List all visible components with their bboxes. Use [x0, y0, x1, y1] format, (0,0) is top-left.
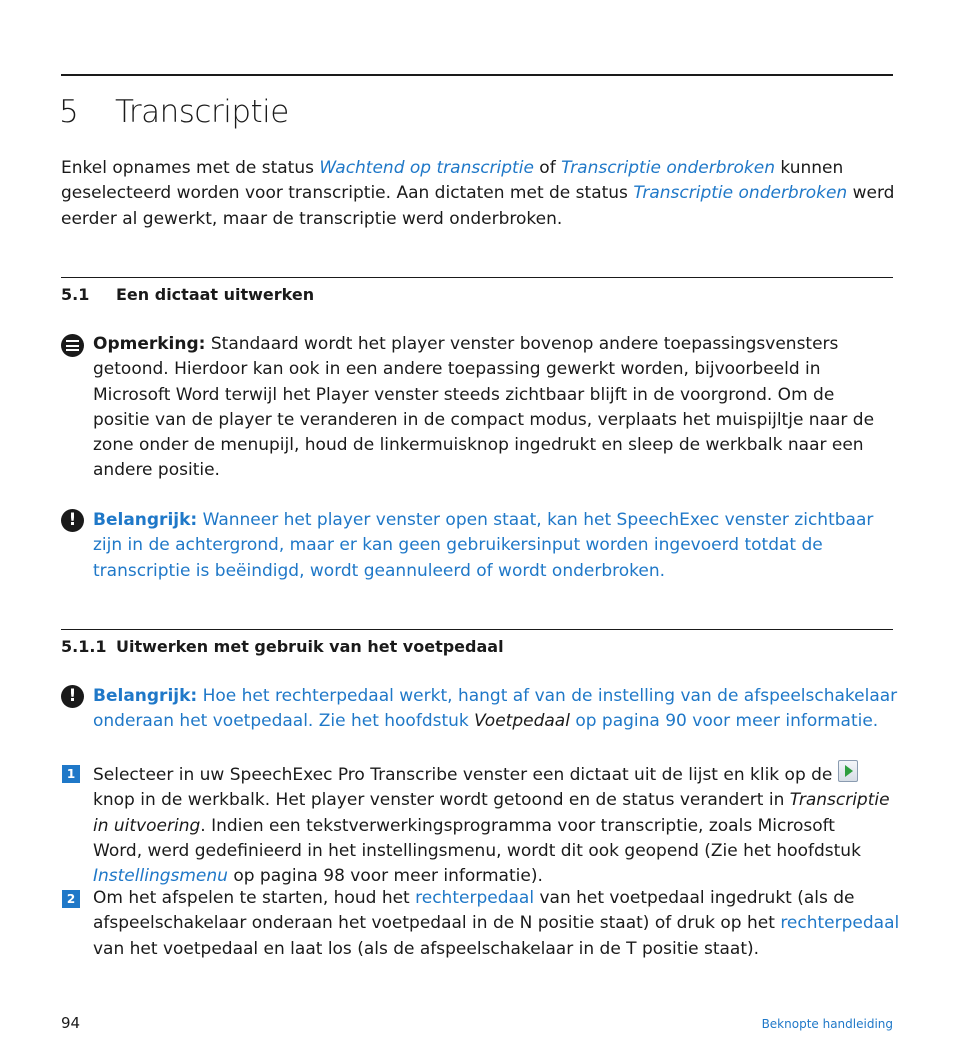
note-line-1 [93, 332, 874, 357]
text: Selecteer in uw SpeechExec Pro Transcribe venster een dictaat uit de lijst en klik op de [93, 765, 833, 785]
section-title: Een dictaat uitwerken [116, 285, 315, 304]
note-line-2: getoond. Hierdoor kan ook in een andere toepassing gewerkt worden, bijvoorbeeld in [93, 359, 821, 380]
term-rechterpedaal: rechterpedaal [415, 888, 535, 908]
intro-line-2 [61, 181, 894, 206]
chapter-ref-instellingsmenu[interactable]: Instellingsmenu [93, 866, 228, 887]
step-number-2: 2 [62, 890, 80, 908]
text: geselecteerd worden voor transcriptie. Aan dictaten met de status [61, 183, 634, 204]
text: onderaan het voetpedaal. Zie het hoofdstuk [93, 711, 475, 732]
important-1-line-2: zijn in de achtergrond, maar er kan geen gebruikersinput worden ingevoerd totdat de [93, 535, 823, 556]
text: Hoe het rechterpedaal werkt, hangt af van de instelling van de afspeelschakelaar [197, 686, 898, 706]
important-block-2 [93, 684, 897, 735]
status-link-onderbroken[interactable]: Transcriptie onderbroken [561, 158, 775, 178]
text: Enkel opnames met de status [61, 158, 320, 178]
text: of [533, 158, 562, 178]
text: werd [847, 183, 895, 204]
step-1-line-2 [93, 788, 890, 813]
step-1-line-3 [93, 814, 890, 839]
important-1-line-3: transcriptie is beëindigd, wordt geannuleerd of wordt onderbroken. [93, 560, 666, 581]
chapter-number: 5 [59, 94, 79, 130]
status-link-wachtend[interactable]: Wachtend op transcriptie [319, 158, 534, 178]
step-1-line-1 [93, 760, 890, 788]
important-2-line-2 [93, 709, 897, 734]
status-link-onderbroken-2[interactable]: Transcriptie onderbroken [633, 183, 848, 204]
section-number: 5.1 [61, 285, 90, 304]
play-button-icon[interactable] [838, 760, 858, 782]
step-2-line-3: van het voetpedaal en laat los (als de afspeelschakelaar in de T positie staat). [93, 938, 760, 959]
note-line-4: positie van de player te veranderen in de compact modus, verplaats het muispijltje naar de [93, 409, 875, 430]
intro-line-3: eerder al gewerkt, maar de transcriptie werd onderbroken. [61, 208, 563, 229]
text: . Indien een tekstverwerkingsprogramma voor transcriptie, zoals Microsoft [200, 815, 835, 836]
section-rule-5-1-1 [61, 629, 893, 630]
status-text: in uitvoering [93, 815, 201, 836]
section-heading-5-1 [61, 285, 314, 304]
exclamation-icon: ! [61, 685, 84, 708]
note-line-5: zone onder de menupijl, houd de linkermuisknop ingedrukt en sleep de werkbalk naar een [93, 435, 864, 456]
text: op pagina 90 voor meer informatie. [569, 711, 879, 732]
step-1-text [93, 760, 890, 889]
term-rechterpedaal: rechterpedaal [780, 913, 900, 934]
text: Wanneer het player venster open staat, kan het SpeechExec venster zichtbaar [197, 510, 874, 530]
step-2-line-2 [93, 911, 899, 936]
intro-paragraph [61, 156, 894, 232]
chapter-ref-voetpedaal[interactable]: Voetpedaal [474, 711, 570, 732]
note-icon [61, 334, 84, 357]
page-number: 94 [61, 1014, 81, 1032]
top-rule [61, 74, 893, 76]
text: Standaard wordt het player venster bovenop andere toepassingsvensters [205, 334, 839, 354]
status-text: Transcriptie [789, 790, 890, 811]
step-2-line-1 [93, 886, 899, 911]
important-2-line-1 [93, 684, 897, 709]
section-heading-5-1-1 [61, 637, 504, 656]
text: op pagina 98 voor meer informatie). [227, 866, 543, 887]
text: kunnen [775, 158, 844, 178]
footer-label: Beknopte handleiding [761, 1017, 893, 1031]
intro-line-1 [61, 156, 894, 181]
chapter-title [59, 94, 289, 130]
note-label: Opmerking: [93, 334, 206, 354]
section-rule-5-1 [61, 277, 893, 278]
important-label: Belangrijk: [93, 510, 198, 530]
note-block [93, 332, 874, 484]
important-block-1 [93, 508, 873, 584]
text: van het voetpedaal ingedrukt (als de [534, 888, 855, 908]
text: knop in de werkbalk. Het player venster wordt getoond en de status verandert in [93, 790, 790, 811]
text: afspeelschakelaar onderaan het voetpedaal in de N positie staat) of druk op het [93, 913, 781, 934]
step-1-line-4: Word, werd gedefinieerd in het instellingsmenu, wordt dit ook geopend (Zie het hoofdstuk [93, 840, 861, 861]
step-number-1: 1 [62, 765, 80, 783]
step-2-text [93, 886, 899, 962]
text: Om het afspelen te starten, houd het [93, 888, 416, 908]
note-line-3: Microsoft Word terwijl het Player venster steeds zichtbaar blijft in de voorgrond. Om de [93, 384, 835, 405]
exclamation-icon: ! [61, 509, 84, 532]
important-label: Belangrijk: [93, 686, 198, 706]
chapter-title-text: Transcriptie [115, 94, 289, 130]
important-1-line-1 [93, 508, 873, 533]
note-line-6: andere positie. [93, 460, 220, 481]
section-number: 5.1.1 [61, 637, 107, 656]
section-title: Uitwerken met gebruik van het voetpedaal [116, 637, 504, 656]
